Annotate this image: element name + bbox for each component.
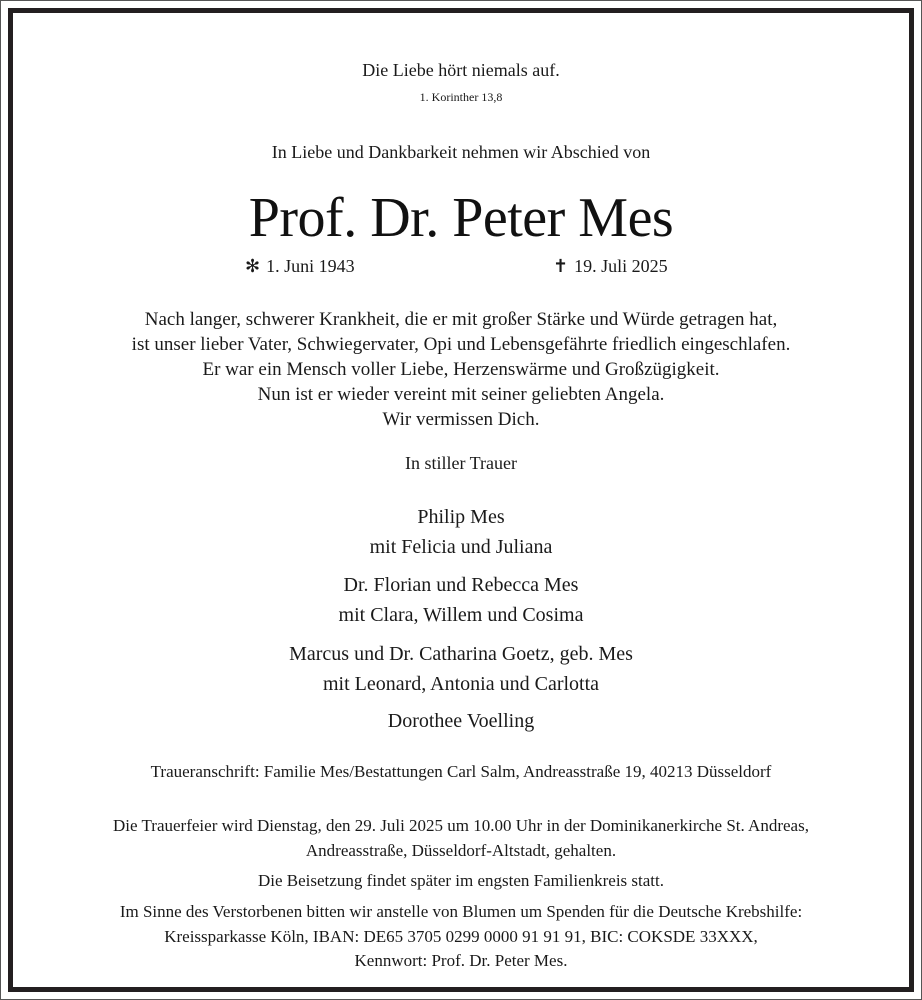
mourner-name: Dr. Florian und Rebecca Mes (343, 574, 579, 596)
intro-text: In Liebe und Dankbarkeit nehmen wir Abschied von (271, 142, 651, 162)
birth-date (245, 256, 355, 277)
mourner-name: Marcus und Dr. Catharina Goetz, geb. Mes (289, 643, 633, 665)
obituary-body (0, 307, 922, 432)
motto: Die Liebe hört niemals auf. (362, 60, 560, 80)
mourner-children: mit Leonard, Antonia und Carlotta (322, 673, 600, 695)
deceased-name: Prof. Dr. Peter Mes (248, 187, 674, 249)
cross-icon: ✝ (553, 256, 569, 276)
mourner-group (0, 502, 922, 562)
mourner-children: mit Felicia und Juliana (369, 536, 553, 558)
burial-info: Die Beisetzung findet später im engsten Familienkreis statt. (257, 871, 665, 890)
mourner-group (0, 706, 922, 736)
mourner-name: Dorothee Voelling (387, 710, 535, 732)
body-line: Er war ein Mensch voller Liebe, Herzenswärme und Großzügigkeit. (202, 359, 720, 380)
mourning-label: In stiller Trauer (405, 453, 517, 473)
body-line: Wir vermissen Dich. (382, 409, 540, 430)
ceremony-line: Andreasstraße, Düsseldorf-Altstadt, gehalten. (305, 841, 617, 860)
mourner-group (0, 570, 922, 630)
body-line: ist unser lieber Vater, Schwiegervater, Opi und Lebensgefährte friedlich eingeschlafen. (131, 334, 791, 355)
death-date-text: 19. Juli 2025 (574, 256, 668, 276)
body-line: Nun ist er wieder vereint mit seiner geliebten Angela. (257, 384, 665, 405)
donation-info (0, 900, 922, 974)
mourner-group (0, 639, 922, 699)
body-line: Nach langer, schwerer Krankheit, die er mit großer Stärke und Würde getragen hat, (144, 309, 778, 330)
mourning-address: Traueranschrift: Familie Mes/Bestattungen Carl Salm, Andreasstraße 19, 40213 Düsseldorf (150, 762, 772, 781)
birth-star-icon: ✻ (245, 256, 261, 276)
ceremony-info (0, 813, 922, 863)
mourner-children: mit Clara, Willem und Cosima (338, 604, 584, 626)
donation-line: Kennwort: Prof. Dr. Peter Mes. (354, 951, 568, 970)
death-date (553, 256, 668, 277)
mourner-name: Philip Mes (417, 506, 505, 528)
ceremony-line: Die Trauerfeier wird Dienstag, den 29. Juli 2025 um 10.00 Uhr in der Dominikanerkirche St. Andreas, (113, 816, 809, 835)
verse-reference: 1. Korinther 13,8 (419, 90, 503, 104)
birth-date-text: 1. Juni 1943 (266, 256, 355, 276)
donation-line: Kreissparkasse Köln, IBAN: DE65 3705 0299 0000 91 91 91, BIC: COKSDE 33XXX, (164, 926, 758, 946)
donation-line: Im Sinne des Verstorbenen bitten wir anstelle von Blumen um Spenden für die Deutsche Krebshilfe: (119, 902, 803, 921)
